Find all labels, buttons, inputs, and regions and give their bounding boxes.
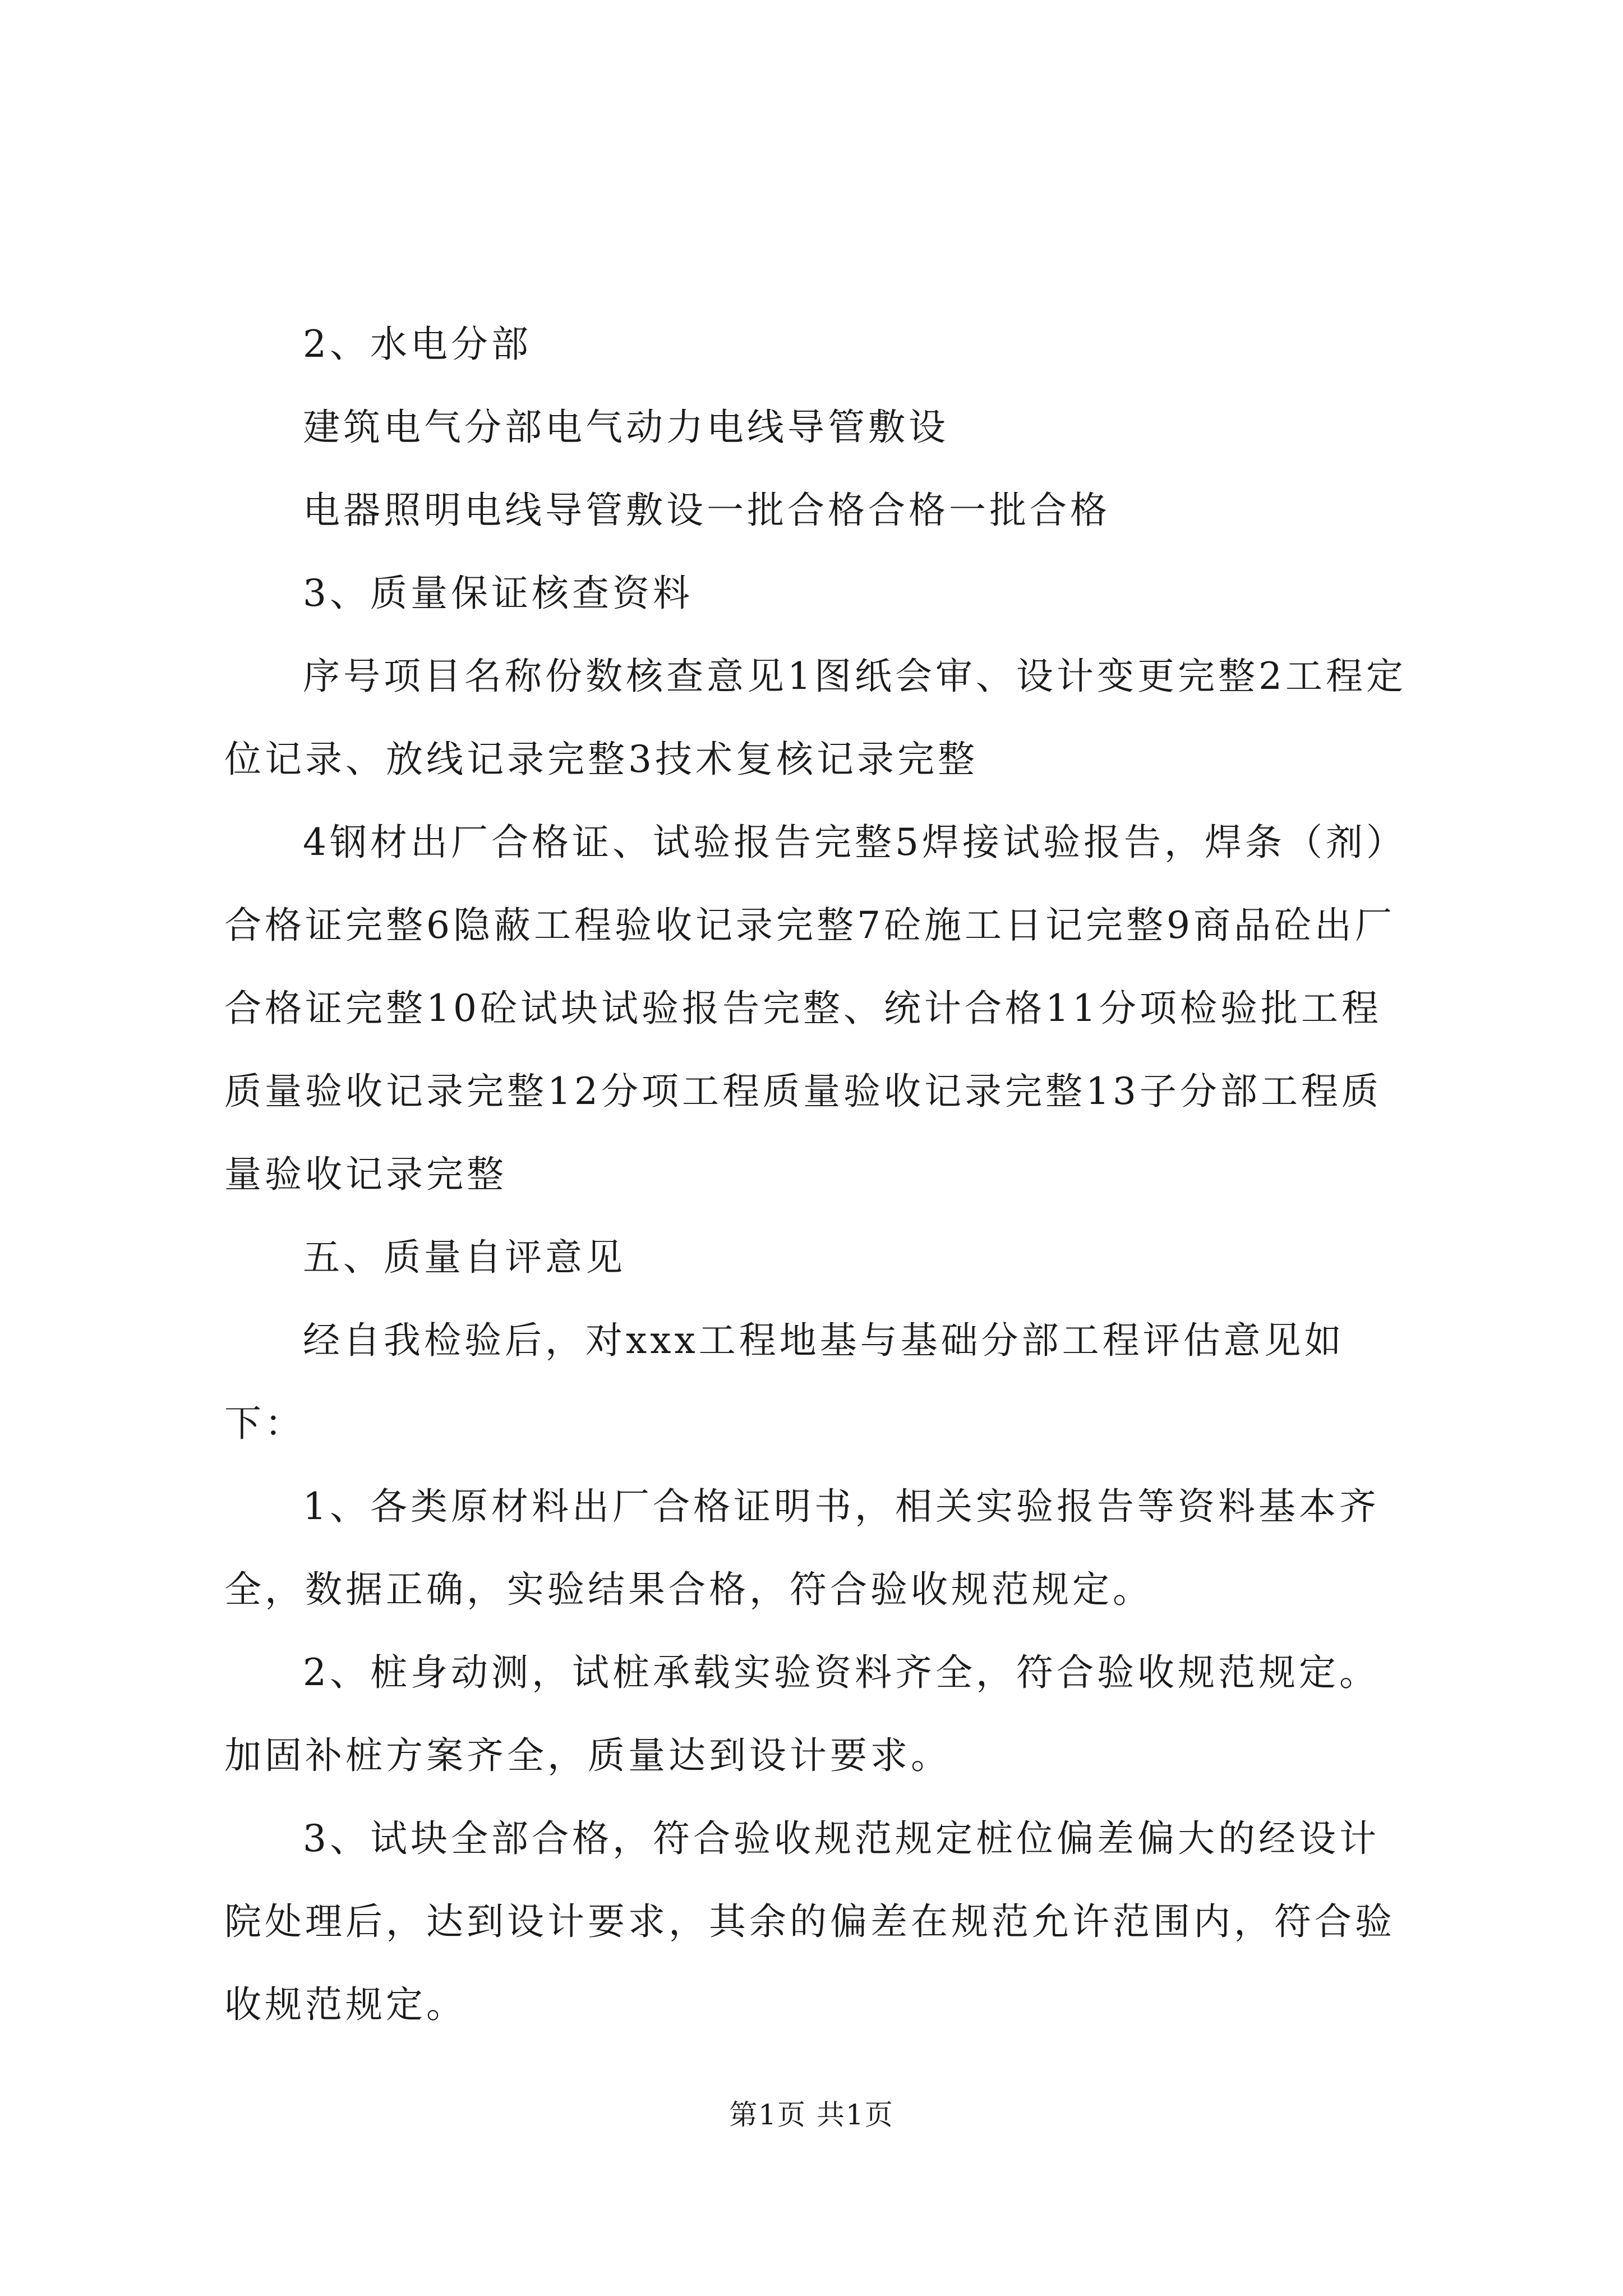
paragraph-building-electric: 建筑电气分部电气动力电线导管敷设 — [303, 406, 949, 449]
document-body — [224, 303, 1419, 2046]
paragraph-lighting-conduit: 电器照明电线导管敷设一批合格合格一批合格 — [303, 489, 1110, 532]
paragraph-docs-list-1: 序号项目名称份数核查意见1图纸会审、设计变更完整2工程定位记录、放线记录完整3技术复核记录完整 — [224, 655, 1407, 781]
paragraph-assessment-item-3: 3、试块全部合格，符合验收规范规定桩位偏差偏大的经设计院处理后，达到设计要求，其余的偏差在规范允许范围内，符合验收规范规定。 — [224, 1817, 1395, 2026]
paragraph-docs-list-2: 4钢材出厂合格证、试验报告完整5焊接试验报告，焊条（剂）合格证完整6隐蔽工程验收记录完整7砼施工日记完整9商品砼出厂合格证完整10砼试块试验报告完整、统计合格11分项检验批工程质量验收记录完整12分项工程质量验收记录完整13子分部工程质量验收记录完整 — [224, 821, 1407, 1196]
section-heading-quality-docs: 3、质量保证核查资料 — [303, 572, 693, 615]
section-heading-water-electric: 2、水电分部 — [303, 323, 532, 366]
paragraph-assessment-item-2: 2、桩身动测，试桩承载实验资料齐全，符合验收规范规定。加固补桩方案齐全，质量达到设计要求。 — [224, 1651, 1380, 1777]
paragraph-assessment-intro: 经自我检验后，对xxx工程地基与基础分部工程评估意见如下： — [224, 1319, 1345, 1445]
page-footer: 第1页 共1页 — [729, 2099, 894, 2131]
paragraph-assessment-item-1: 1、各类原材料出厂合格证明书，相关实验报告等资料基本齐全，数据正确，实验结果合格，符合验收规范规定。 — [224, 1485, 1380, 1611]
section-heading-self-assessment: 五、质量自评意见 — [303, 1236, 626, 1279]
